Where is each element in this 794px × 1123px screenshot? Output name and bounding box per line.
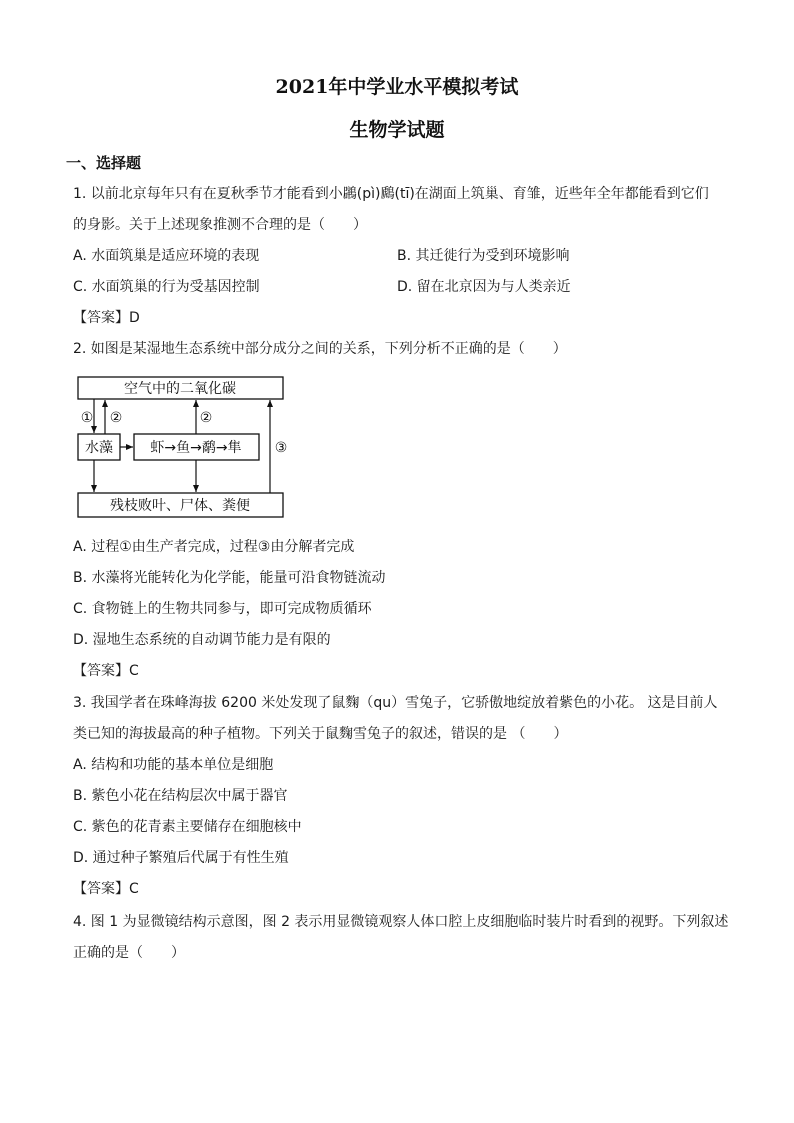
section-heading: 一、选择题 — [66, 154, 142, 172]
process-1-label: ① — [80, 410, 94, 426]
q3-option-d: D. 通过种子繁殖后代属于有性生殖 — [73, 850, 289, 866]
q3-stem-line2: 类已知的海拔最高的种子植物。下列关于鼠麴雪兔子的叙述，错误的是 （ ） — [73, 726, 568, 742]
process-3-label: ③ — [274, 440, 288, 456]
q2-option-c: C. 食物链上的生物共同参与，即可完成物质循环 — [73, 601, 372, 617]
co2-label: 空气中的二氧化碳 — [124, 381, 236, 397]
food-chain-label: 虾→鱼→鹬→隼 — [150, 440, 242, 456]
q2-option-d: D. 湿地生态系统的自动调节能力是有限的 — [73, 632, 331, 648]
q2-stem: 2. 如图是某湿地生态系统中部分成分之间的关系，下列分析不正确的是（ ） — [73, 341, 567, 357]
process-2a-label: ② — [109, 410, 123, 426]
q3-option-c: C. 紫色的花青素主要储存在细胞核中 — [73, 819, 302, 835]
q2-option-a: A. 过程①由生产者完成，过程③由分解者完成 — [73, 539, 355, 555]
q1-option-c: C. 水面筑巢的行为受基因控制 — [73, 279, 260, 295]
q1-option-d: D. 留在北京因为与人类亲近 — [397, 279, 571, 295]
page-title: 2021年中学业水平模拟考试 — [275, 76, 519, 98]
producer-label: 水藻 — [85, 440, 113, 456]
process-2b-label: ② — [199, 410, 213, 426]
page-subtitle: 生物学试题 — [349, 119, 445, 141]
q3-option-b: B. 紫色小花在结构层次中属于器官 — [73, 788, 288, 804]
q1-stem-line2: 的身影。关于上述现象推测不合理的是（ ） — [73, 217, 367, 233]
q1-option-a: A. 水面筑巢是适应环境的表现 — [73, 248, 260, 264]
q1-stem-line1: 1. 以前北京每年只有在夏秋季节才能看到小鸊(pì)鷉(tī)在湖面上筑巢、育雏，近些年全年都能看到它们 — [73, 186, 709, 202]
q4-stem-line2: 正确的是（ ） — [73, 945, 185, 961]
q1-answer: 【答案】D — [73, 310, 140, 326]
q3-answer: 【答案】C — [73, 881, 139, 897]
detritus-label: 残枝败叶、尸体、粪便 — [110, 498, 250, 514]
ecosystem-diagram — [72, 374, 288, 520]
q1-option-b: B. 其迁徙行为受到环境影响 — [397, 248, 570, 264]
q2-answer: 【答案】C — [73, 663, 139, 679]
q3-stem-line1: 3. 我国学者在珠峰海拔 6200 米处发现了鼠麴（qu）雪兔子，它骄傲地绽放着紫色的小花。 这是目前人 — [73, 695, 718, 711]
q2-option-b: B. 水藻将光能转化为化学能，能量可沿食物链流动 — [73, 570, 386, 586]
q3-option-a: A. 结构和功能的基本单位是细胞 — [73, 757, 274, 773]
q4-stem-line1: 4. 图 1 为显微镜结构示意图，图 2 表示用显微镜观察人体口腔上皮细胞临时装片时看到的视野。下列叙述 — [73, 914, 729, 930]
